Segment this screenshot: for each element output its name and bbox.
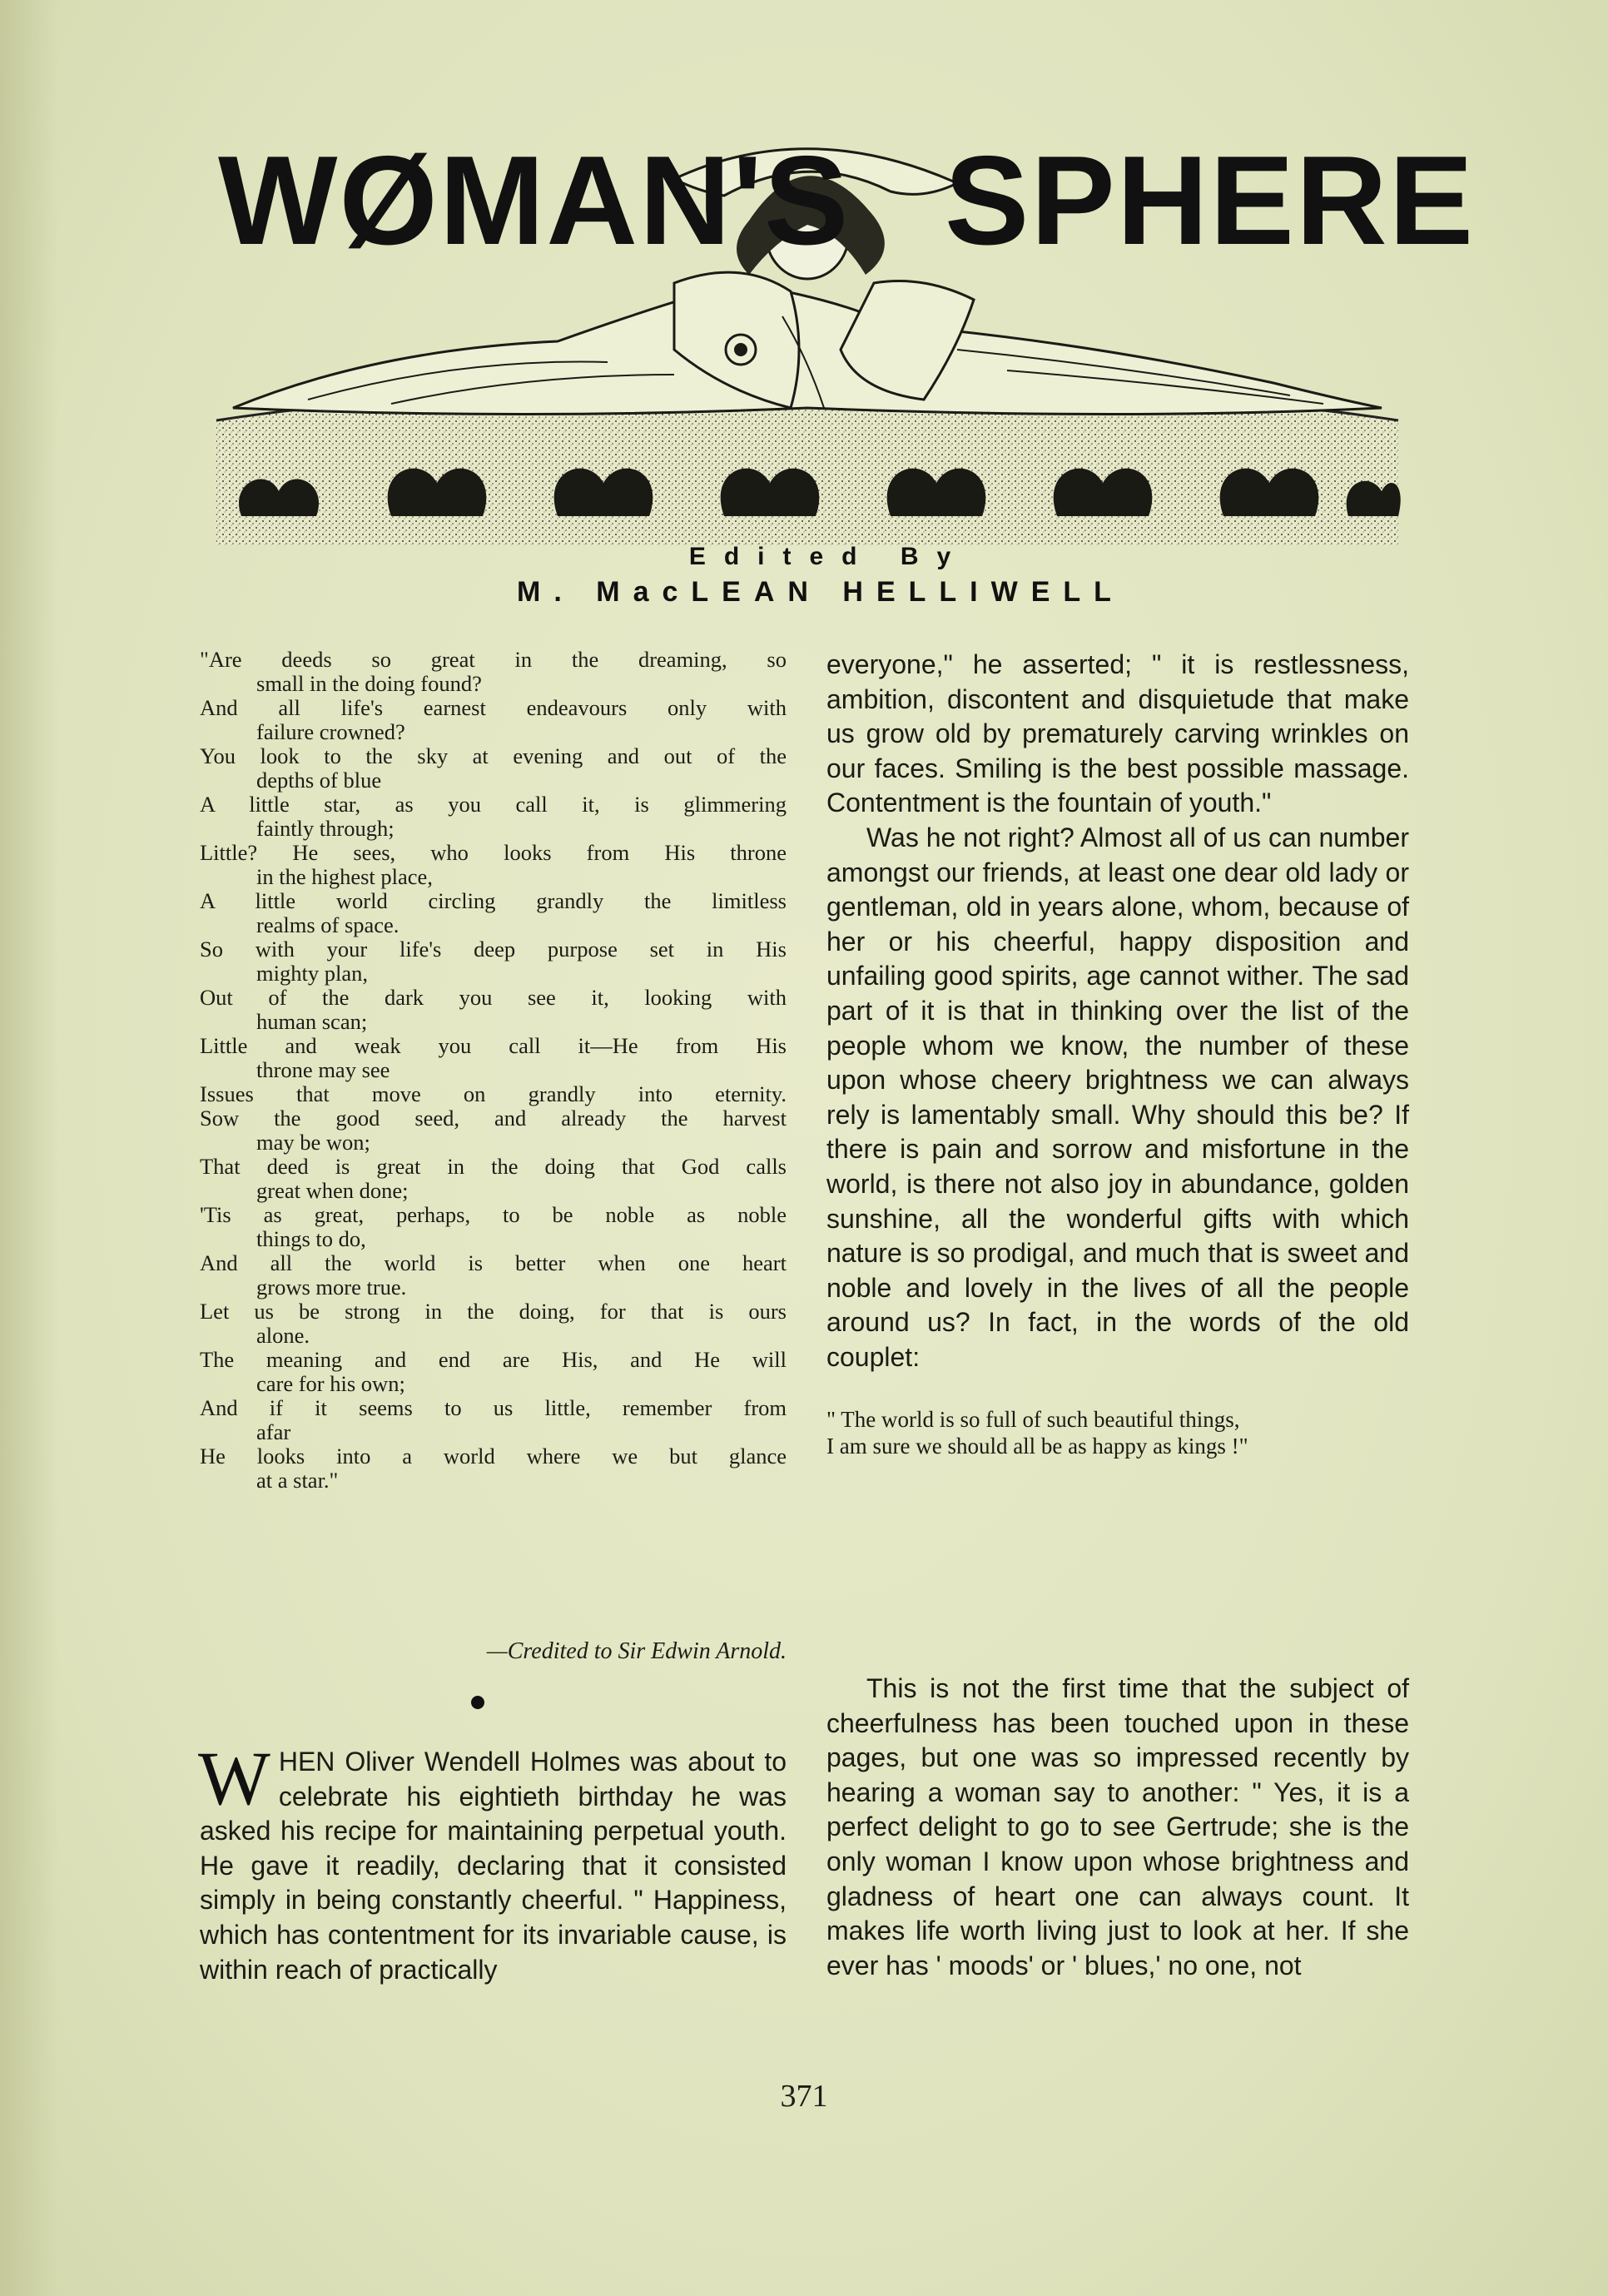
article-right-column [826, 648, 1409, 1493]
poem-line: great when done; [256, 1178, 409, 1203]
article-opening-text: HEN Oliver Wendell Holmes was about to celebrate his eightieth birthday he was asked his recipe for maintaining perpetual youth. He gave it readily, declaring that it consisted simply in being constantly cheerful. " Happiness, which has contentment for its invariable cause, is within reach of practically [200, 1747, 787, 1985]
poem [200, 648, 787, 1493]
poem-line: And if it seems to us little, remember from [200, 1395, 787, 1420]
poem-line: Little? He sees, who looks from His throne [200, 840, 787, 865]
poem-line: care for his own; [256, 1371, 405, 1396]
poem-line: failure crowned? [256, 719, 405, 744]
poem-line: "Are deeds so great in the dreaming, so [200, 647, 787, 672]
binding-gutter-shadow [0, 0, 58, 2296]
poem-line: things to do, [256, 1226, 366, 1251]
poem-line: throne may see [256, 1057, 390, 1082]
article-right-column-lower [826, 1672, 1409, 1983]
poem-line: realms of space. [256, 912, 400, 937]
poem-line: Out of the dark you see it, looking with [200, 985, 787, 1010]
poem-line: human scan; [256, 1009, 368, 1034]
poem-line: faintly through; [256, 816, 395, 841]
poem-line: You look to the sky at evening and out of the [200, 743, 787, 768]
poem-line: And all the world is better when one heart [200, 1250, 787, 1275]
poem-line: 'Tis as great, perhaps, to be noble as noble [200, 1202, 787, 1227]
poem-line: small in the doing found? [256, 671, 482, 696]
poem-line: A little star, as you call it, is glimmering [200, 792, 787, 817]
quoted-couplet [826, 1406, 1409, 1459]
poem-line: grows more true. [256, 1275, 407, 1300]
masthead-title-right: SPHERE [945, 130, 1476, 271]
poem-line: And all life's earnest endeavours only with [200, 695, 787, 720]
poem-line: afar [256, 1419, 291, 1444]
poem-line: Issues that move on grandly into eternity. [200, 1081, 787, 1106]
poem-line: The meaning and end are His, and He will [200, 1347, 787, 1372]
poem-credit: —Credited to Sir Edwin Arnold. [486, 1638, 787, 1664]
couplet-line: I am sure we should all be as happy as kings !" [826, 1434, 1248, 1459]
drop-cap: W [198, 1736, 270, 1821]
poem-line: He looks into a world where we but glance [200, 1444, 787, 1469]
poem-line: may be won; [256, 1130, 370, 1155]
poem-line: A little world circling grandly the limitless [200, 888, 787, 913]
poem-line: mighty plan, [256, 961, 368, 986]
poem-line: at a star." [256, 1468, 339, 1493]
poem-line: Let us be strong in the doing, for that is ours [200, 1299, 787, 1324]
poem-line: So with your life's deep purpose set in His [200, 937, 787, 962]
article-opening-paragraph [198, 1736, 787, 1987]
article-left-column [198, 1736, 787, 1987]
article-paragraph: Was he not right? Almost all of us can number amongst our friends, at least one dear old lady or gentleman, old in years alone, whom, because of her or his cheerful, happy disposition and unfailing good spirits, age cannot wither. The sad part of it is that in thinking over the list of the people whom we know, the number of these upon whose cheery brightness we can always rely is lamentably small. Why should this be? If there is pain and sorrow and misfortune in the world, is there not also joy in abundance, golden sunshine, all the wonderful gifts with which nature is so prodigal, and much that is sweet and noble and lovely in the lives of all the people around us? In fact, in the words of the old couplet: [826, 822, 1409, 1372]
poem-line: in the highest place, [256, 864, 433, 889]
edited-by-label: Edited By [688, 543, 970, 570]
article-paragraph: This is not the first time that the subject of cheerfulness has been touched upon in these pages, but one was so impressed recently by hearing a woman say to another: " Yes, it is a perfect delight to go to see Gertrude; she is the only woman I know upon whose brightness and gladness of heart one can always count. It makes life worth living just to look at her. If she ever has ' moods' or ' blues,' no one, not [826, 1673, 1409, 1980]
masthead-title-left: WØMAN'S [218, 130, 851, 271]
poem-line: depths of blue [256, 768, 382, 793]
section-divider-bullet [471, 1696, 484, 1709]
poem-line: Sow the good seed, and already the harvest [200, 1106, 787, 1131]
poem-line: alone. [256, 1323, 310, 1348]
couplet-line: " The world is so full of such beautiful things, [826, 1407, 1240, 1433]
article-paragraph-continued: everyone," he asserted; " it is restlessness, ambition, discontent and disquietude that make us grow old by prematurely carving wrinkles on our faces. Smiling is the best possible massage. Contentment is the fountain of youth." [826, 649, 1409, 818]
page-number: 371 [780, 2079, 828, 2114]
poem-line: Little and weak you call it—He from His [200, 1033, 787, 1058]
poem-line: That deed is great in the doing that God calls [200, 1154, 787, 1179]
editor-name: M. MacLEAN HELLIWELL [517, 576, 1124, 608]
